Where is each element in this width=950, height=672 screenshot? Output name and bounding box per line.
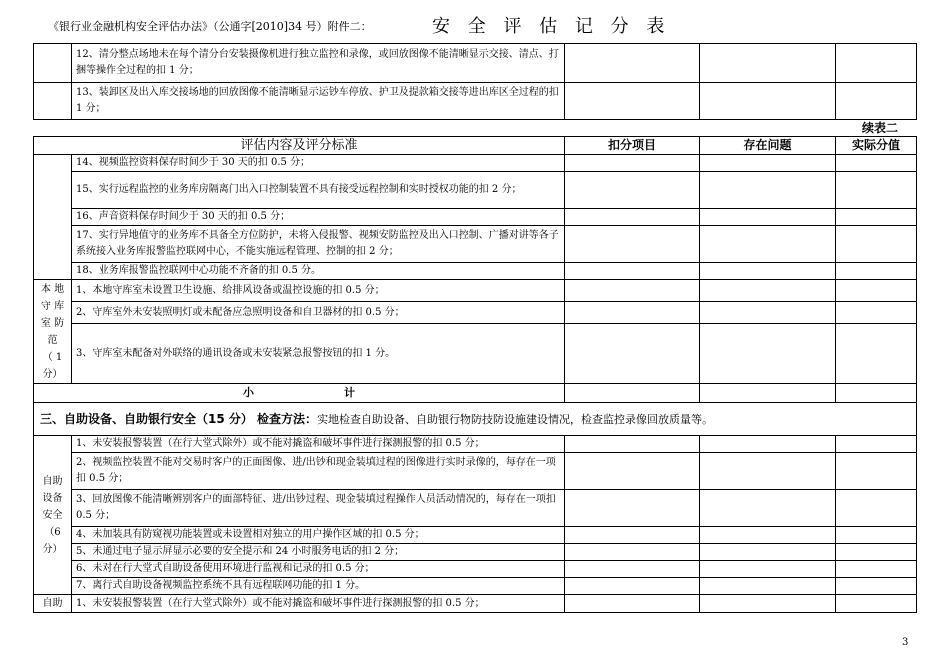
criteria-cell: 5、未通过电子显示屏显示必要的安全提示和 24 小时服务电话的扣 2 分； bbox=[72, 544, 565, 561]
issues-cell[interactable] bbox=[700, 384, 836, 403]
score-cell[interactable] bbox=[836, 44, 917, 83]
criteria-cell: 1、本地守库室未设置卫生设施、给排风设备或温控设施的扣 0.5 分； bbox=[72, 280, 565, 302]
score-cell[interactable] bbox=[836, 561, 917, 578]
page-number: 3 bbox=[902, 637, 909, 648]
issues-cell[interactable] bbox=[700, 44, 836, 83]
issues-cell[interactable] bbox=[700, 578, 836, 595]
deduction-cell[interactable] bbox=[565, 44, 700, 83]
deduction-cell[interactable] bbox=[565, 280, 700, 302]
criteria-cell: 17、实行异地值守的业务库不具备全方位防护，未将入侵报警、视频安防监控及出入口控制、广播对讲等各子系统接入业务库报警监控联网中心，不能实施远程管理、控制的扣 2 分； bbox=[72, 226, 565, 263]
deduction-cell[interactable] bbox=[565, 453, 700, 490]
continued-label: 续表二 bbox=[862, 121, 899, 135]
criteria-cell: 2、守库室外未安装照明灯或未配备应急照明设备和自卫器材的扣 0.5 分； bbox=[72, 302, 565, 324]
criteria-cell: 7、离行式自助设备视频监控系统不具有远程联网功能的扣 1 分。 bbox=[72, 578, 565, 595]
criteria-cell: 3、守库室未配备对外联络的通讯设备或未安装紧急报警按钮的扣 1 分。 bbox=[72, 324, 565, 384]
deduction-cell[interactable] bbox=[565, 436, 700, 453]
issues-cell[interactable] bbox=[700, 83, 836, 120]
criteria-cell: 1、未安装报警装置（在行大堂式除外）或不能对撬盗和破坏事件进行探测报警的扣 0.5 分； bbox=[72, 436, 565, 453]
issues-cell[interactable] bbox=[700, 490, 836, 527]
score-cell[interactable] bbox=[836, 302, 917, 324]
issues-cell[interactable] bbox=[700, 280, 836, 302]
score-cell[interactable] bbox=[836, 453, 917, 490]
criteria-cell: 1、未安装报警装置（在行大堂式除外）或不能对撬盗和破坏事件进行探测报警的扣 0.5 分； bbox=[72, 595, 565, 613]
criteria-cell: 6、未对在行大堂式自助设备使用环境进行监视和记录的扣 0.5 分； bbox=[72, 561, 565, 578]
criteria-cell: 18、业务库报警监控联网中心功能不齐备的扣 0.5 分。 bbox=[72, 263, 565, 280]
score-cell[interactable] bbox=[836, 544, 917, 561]
score-cell[interactable] bbox=[836, 595, 917, 613]
column-header-deduction: 扣分项目 bbox=[565, 137, 700, 155]
criteria-cell: 16、声音资料保存时间少于 30 天的扣 0.5 分； bbox=[72, 209, 565, 226]
section-3-method: 实地检查自助设备、自助银行物防技防设施建设情况，检查监控录像回放质量等。 bbox=[317, 412, 714, 426]
criteria-cell: 4、未加装具有防窥视功能装置或未设置相对独立的用户操作区域的扣 0.5 分； bbox=[72, 527, 565, 544]
deduction-cell[interactable] bbox=[565, 324, 700, 384]
score-cell[interactable] bbox=[836, 172, 917, 209]
score-cell[interactable] bbox=[836, 436, 917, 453]
issues-cell[interactable] bbox=[700, 561, 836, 578]
main-table bbox=[33, 136, 917, 613]
issues-cell[interactable] bbox=[700, 302, 836, 324]
section-3-title: 三、自助设备、自助银行安全（15 分） 检查方法： bbox=[40, 411, 318, 426]
score-cell[interactable] bbox=[836, 155, 917, 172]
section-3-heading bbox=[34, 403, 917, 436]
issues-cell[interactable] bbox=[700, 226, 836, 263]
criteria-cell: 13、装卸区及出入库交接场地的回放图像不能清晰显示运钞车停放、护卫及提款箱交接等进出库区全过程的扣 1 分； bbox=[72, 83, 565, 120]
deduction-cell[interactable] bbox=[565, 263, 700, 280]
score-cell[interactable] bbox=[836, 527, 917, 544]
issues-cell[interactable] bbox=[700, 263, 836, 280]
deduction-cell[interactable] bbox=[565, 527, 700, 544]
criteria-cell: 2、视频监控装置不能对交易时客户的正面图像、进/出钞和现金装填过程的图像进行实时录像的，每存在一项扣 0.5 分； bbox=[72, 453, 565, 490]
deduction-cell[interactable] bbox=[565, 155, 700, 172]
deduction-cell[interactable] bbox=[565, 172, 700, 209]
side-label-empty bbox=[34, 155, 72, 280]
score-cell[interactable] bbox=[836, 490, 917, 527]
deduction-cell[interactable] bbox=[565, 595, 700, 613]
score-cell[interactable] bbox=[836, 226, 917, 263]
column-header-issues: 存在问题 bbox=[700, 137, 836, 155]
subtotal-label: 小 计 bbox=[34, 384, 565, 403]
score-cell[interactable] bbox=[836, 324, 917, 384]
issues-cell[interactable] bbox=[700, 527, 836, 544]
issues-cell[interactable] bbox=[700, 595, 836, 613]
issues-cell[interactable] bbox=[700, 453, 836, 490]
issues-cell[interactable] bbox=[700, 172, 836, 209]
side-label-local-vault: 本 地 守 库 室 防 范 （ 1 分） bbox=[34, 280, 72, 384]
side-label-self-service: 自助 设备 安全 （6 分） bbox=[34, 436, 72, 595]
issues-cell[interactable] bbox=[700, 324, 836, 384]
score-cell[interactable] bbox=[836, 384, 917, 403]
deduction-cell[interactable] bbox=[565, 209, 700, 226]
criteria-cell: 3、回放图像不能清晰辨别客户的面部特征、进/出钞过程、现金装填过程操作人员活动情况的，每存在一项扣 0.5 分； bbox=[72, 490, 565, 527]
deduction-cell[interactable] bbox=[565, 490, 700, 527]
score-cell[interactable] bbox=[836, 578, 917, 595]
deduction-cell[interactable] bbox=[565, 544, 700, 561]
criteria-cell: 15、实行远程监控的业务库房隔离门出入口控制装置不具有接受远程控制和实时授权功能的扣 2 分； bbox=[72, 172, 565, 209]
document-reference: 《银行业金融机构安全评估办法》（公通字[2010]34 号）附件二： bbox=[48, 20, 372, 33]
issues-cell[interactable] bbox=[700, 436, 836, 453]
score-cell[interactable] bbox=[836, 209, 917, 226]
deduction-cell[interactable] bbox=[565, 578, 700, 595]
score-cell[interactable] bbox=[836, 83, 917, 120]
issues-cell[interactable] bbox=[700, 209, 836, 226]
issues-cell[interactable] bbox=[700, 544, 836, 561]
deduction-cell[interactable] bbox=[565, 226, 700, 263]
side-label-self-bank: 自助 bbox=[34, 595, 72, 613]
column-header-score: 实际分值 bbox=[836, 137, 917, 155]
score-cell[interactable] bbox=[836, 263, 917, 280]
top-table bbox=[33, 43, 917, 120]
page-title: 安 全 评 估 记 分 表 bbox=[432, 16, 671, 37]
criteria-cell: 12、清分整点场地未在每个清分台安装摄像机进行独立监控和录像，或回放图像不能清晰显示交接、清点、打捆等操作全过程的扣 1 分； bbox=[72, 44, 565, 83]
score-cell[interactable] bbox=[836, 280, 917, 302]
column-header-criteria: 评估内容及评分标准 bbox=[34, 137, 565, 155]
deduction-cell[interactable] bbox=[565, 561, 700, 578]
issues-cell[interactable] bbox=[700, 155, 836, 172]
deduction-cell[interactable] bbox=[565, 302, 700, 324]
deduction-cell[interactable] bbox=[565, 384, 700, 403]
criteria-cell: 14、视频监控资料保存时间少于 30 天的扣 0.5 分； bbox=[72, 155, 565, 172]
deduction-cell[interactable] bbox=[565, 83, 700, 120]
